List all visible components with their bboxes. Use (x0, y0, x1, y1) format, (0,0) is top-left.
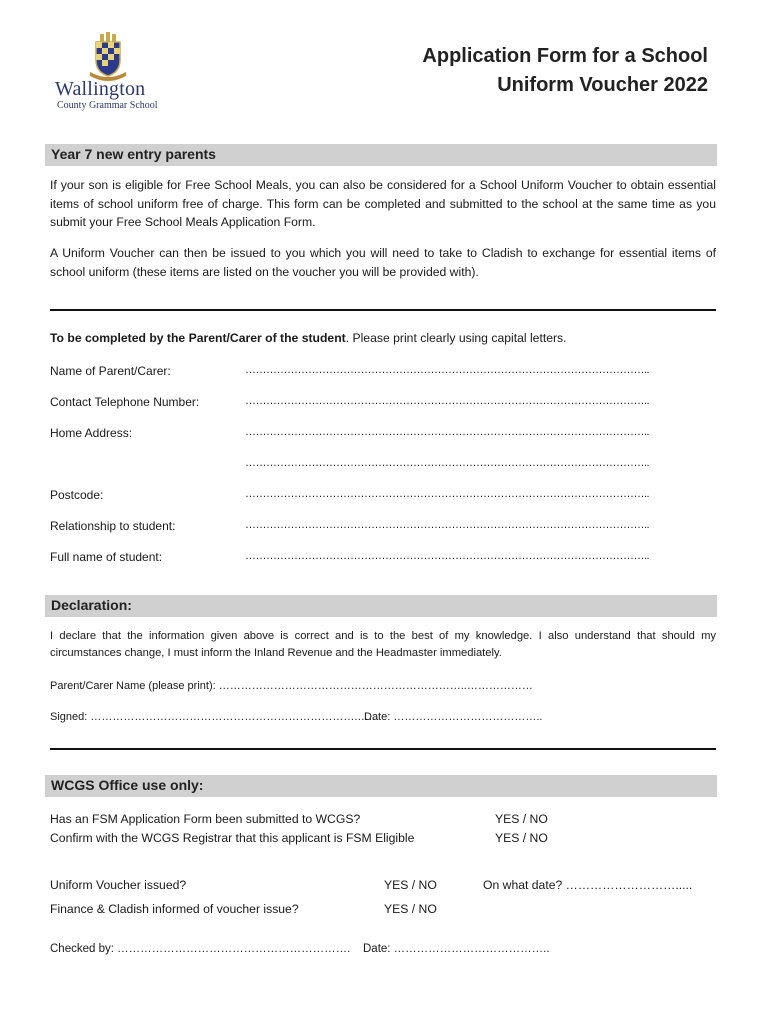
input-telephone[interactable]: …………………………………………………………………………………………………….. (245, 395, 650, 407)
label-parent-name: Name of Parent/Carer: (50, 364, 171, 378)
answer-voucher-issued[interactable]: YES / NO (384, 878, 437, 892)
label-relationship: Relationship to student: (50, 519, 176, 533)
form-instruction-rest: . Please print clearly using capital letters. (345, 331, 567, 345)
page-title (422, 42, 708, 100)
answer-fsm-submitted[interactable]: YES / NO (495, 812, 548, 826)
school-name: Wallington (55, 78, 146, 100)
declaration-text: I declare that the information given above is correct and is to the best of my knowledge. I also understand that should my circumstances change, I must inform the Inland Revenue and the Headmaster immediately. (50, 630, 716, 659)
intro-paragraph-2: A Uniform Voucher can then be issued to you which you will need to take to Cladish to exchange for essential items of school uniform (these items are listed on the voucher you will be provided with). (50, 246, 716, 279)
input-address-line-1[interactable]: …………………………………………………………………………………………………….. (245, 426, 650, 438)
office-question-voucher-issued: Uniform Voucher issued? (50, 878, 187, 892)
form-instruction-bold: To be completed by the Parent/Carer of the student (50, 331, 346, 345)
input-student-name[interactable]: …………………………………………………………………………………………………….. (245, 550, 650, 562)
input-print-name[interactable]: Parent/Carer Name (please print): …………………………………………………………..……………… (50, 680, 533, 692)
label-student-name: Full name of student: (50, 550, 163, 564)
input-checked-date[interactable]: Date: ………………………………….. (363, 943, 550, 955)
office-question-fsm-submitted: Has an FSM Application Form been submitted to WCGS? (50, 812, 361, 826)
title-line-1: Application Form for a School (422, 45, 708, 67)
form-instruction (50, 331, 567, 345)
label-postcode: Postcode: (50, 488, 104, 502)
input-address-line-2[interactable]: …………………………………………………………………………………………………….. (245, 457, 650, 469)
label-address: Home Address: (50, 426, 133, 440)
input-voucher-date[interactable]: On what date? ………………………..... (483, 878, 693, 892)
intro-section-title: Year 7 new entry parents (51, 146, 216, 162)
input-parent-name[interactable]: …………………………………………………………………………………………………….. (245, 364, 650, 376)
office-section-title: WCGS Office use only: (51, 777, 204, 793)
office-section-header (45, 775, 717, 797)
school-subtitle: County Grammar School (57, 100, 158, 111)
divider-2 (50, 748, 716, 750)
declaration-section-title: Declaration: (51, 597, 132, 613)
input-declaration-date[interactable]: Date: ………………………………….. (364, 711, 543, 723)
input-relationship[interactable]: …………………………………………………………………………………………………….. (245, 519, 650, 531)
label-telephone: Contact Telephone Number: (50, 395, 200, 409)
input-signed[interactable]: Signed: ……………………………………………………………….…… (50, 711, 380, 723)
answer-finance-informed[interactable]: YES / NO (384, 902, 437, 916)
input-checked-by[interactable]: Checked by: ……………………………………………………. (50, 943, 351, 955)
answer-fsm-eligible[interactable]: YES / NO (495, 831, 548, 845)
input-postcode[interactable]: …………………………………………………………………………………………………….. (245, 488, 650, 500)
divider-1 (50, 309, 716, 311)
intro-section-header (45, 144, 717, 166)
office-question-fsm-eligible: Confirm with the WCGS Registrar that this applicant is FSM Eligible (50, 831, 415, 845)
title-line-2: Uniform Voucher 2022 (497, 74, 708, 96)
intro-paragraph-1: If your son is eligible for Free School Meals, you can also be considered for a School Uniform Voucher to obtain essential items of school uniform free of charge. This form can be completed and submitted to the school at the same time as you submit your Free School Meals Application Form. (50, 178, 716, 229)
declaration-section-header (45, 595, 717, 617)
office-question-finance-informed: Finance & Cladish informed of voucher issue? (50, 902, 299, 916)
